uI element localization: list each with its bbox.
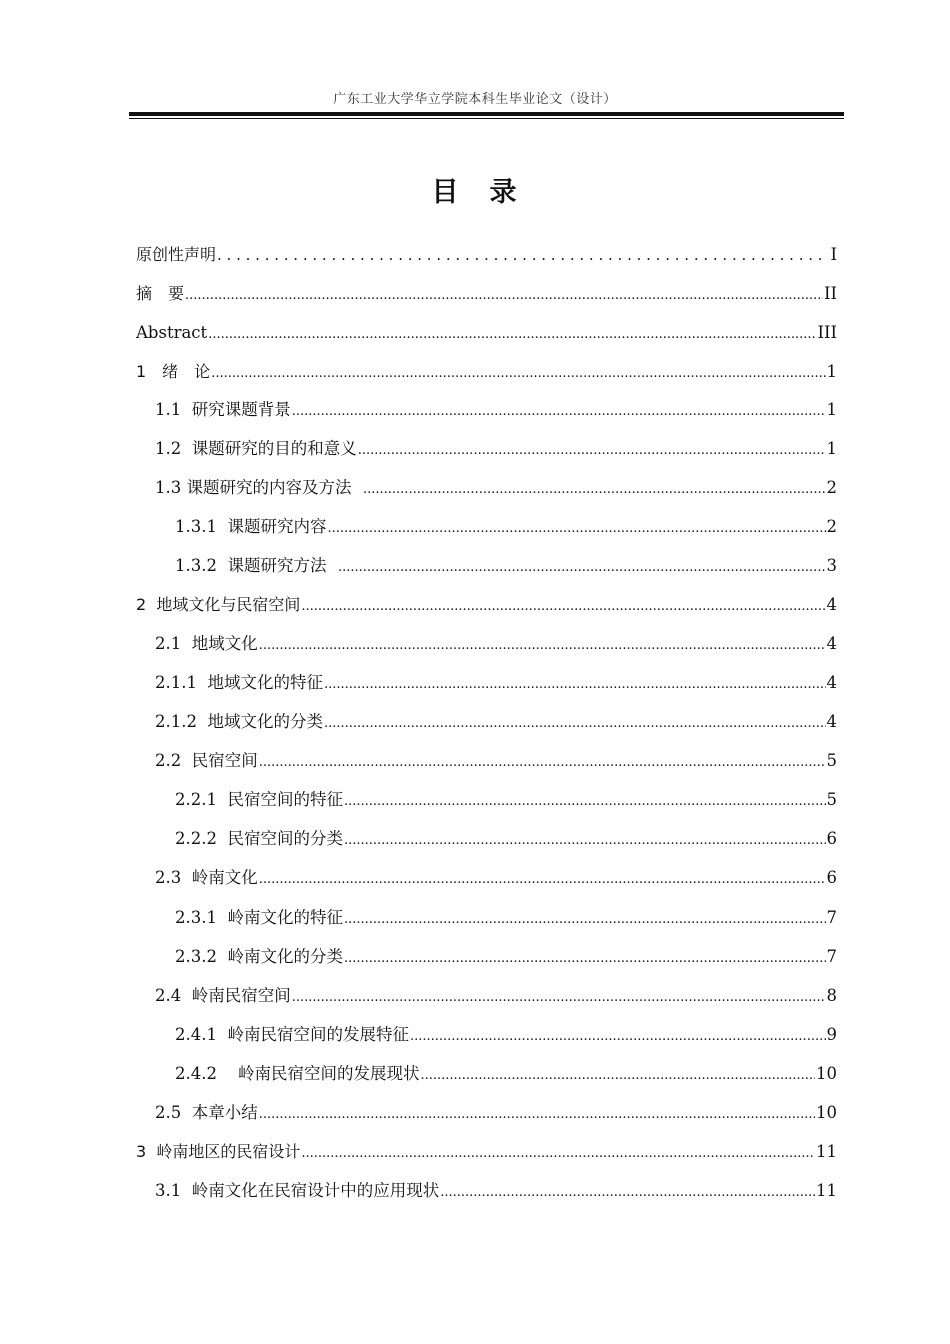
toc-entry-label: 1.2 课题研究的目的和意义 <box>155 439 357 458</box>
toc-entry-page: 8 <box>826 986 837 1005</box>
toc-dot-leader <box>259 868 826 892</box>
toc-dot-leader <box>344 790 826 814</box>
toc-dot-leader <box>420 1064 815 1088</box>
toc-entry-2-3-1[interactable] <box>175 906 837 930</box>
toc-entry-2-1-2[interactable] <box>155 710 837 734</box>
toc-entry-label: 2.3.2 岭南文化的分类 <box>175 947 343 966</box>
toc-entry-page: 6 <box>826 829 837 848</box>
toc-entry-page: 7 <box>826 908 837 927</box>
toc-entry-1-1[interactable] <box>155 398 837 422</box>
toc-dot-leader <box>208 323 816 347</box>
toc-entry-2-1-1[interactable] <box>155 671 837 695</box>
toc-entry-label: Abstract <box>136 323 208 342</box>
toc-entry-chapter-2[interactable] <box>136 593 837 617</box>
toc-entry-2-2[interactable] <box>155 749 837 773</box>
toc-entry-2-3[interactable] <box>155 866 837 890</box>
toc-entry-label: 2.1 地域文化 <box>155 634 258 653</box>
toc-entry-page: 6 <box>826 868 837 887</box>
toc-entry-2-3-2[interactable] <box>175 945 837 969</box>
toc-dot-leader <box>440 1181 815 1205</box>
toc-entry-label: 2.2.1 民宿空间的特征 <box>175 790 343 809</box>
toc-entry-page: 1 <box>826 439 837 458</box>
toc-entry-2-5[interactable] <box>155 1101 837 1125</box>
toc-entry-2-4-2[interactable] <box>175 1062 837 1086</box>
toc-dot-leader <box>363 478 826 502</box>
toc-entry-2-1[interactable] <box>155 632 837 656</box>
toc-entry-page: 3 <box>826 556 837 575</box>
toc-dot-leader <box>259 634 826 658</box>
toc-entry-label: 2 地域文化与民宿空间 <box>136 595 301 614</box>
toc-entry-label: 2.3.1 岭南文化的特征 <box>175 908 343 927</box>
toc-entry-page: 4 <box>826 595 837 614</box>
toc-entry-page: 5 <box>826 751 837 770</box>
toc-dot-leader <box>344 908 826 932</box>
toc-entry-label: 3.1 岭南文化在民宿设计中的应用现状 <box>155 1181 440 1200</box>
toc-entry-page: 11 <box>816 1181 837 1200</box>
toc-entry-page: 1 <box>826 362 837 381</box>
toc-dot-leader <box>259 1103 815 1127</box>
toc-entry-label: 2.1.1 地域文化的特征 <box>155 673 323 692</box>
toc-dot-leader <box>410 1025 826 1049</box>
toc-entry-1-3-2[interactable] <box>175 554 837 578</box>
toc-entry-abstract-en[interactable] <box>136 321 837 345</box>
toc-entry-label: 1.1 研究课题背景 <box>155 400 291 419</box>
toc-title: 目 录 <box>431 177 519 208</box>
toc-entry-abstract-cn[interactable] <box>136 282 837 306</box>
toc-dot-leader <box>185 284 823 308</box>
toc-entry-label: 2.4.1 岭南民宿空间的发展特征 <box>175 1025 409 1044</box>
toc-entry-label: 2.3 岭南文化 <box>155 868 258 887</box>
toc-dot-leader <box>358 439 826 463</box>
toc-entry-label: 2.2.2 民宿空间的分类 <box>175 829 343 848</box>
toc-dot-leader <box>338 556 826 580</box>
toc-entry-label: 摘 要 <box>136 284 185 303</box>
toc-entry-chapter-1[interactable] <box>136 360 837 384</box>
toc-entry-3-1[interactable] <box>155 1179 837 1203</box>
toc-entry-page: 4 <box>826 712 837 731</box>
toc-entry-page: III <box>817 323 837 342</box>
toc-dot-leader <box>211 362 825 386</box>
toc-entry-page: 5 <box>826 790 837 809</box>
toc-dot-leader <box>259 751 826 775</box>
toc-entry-page: 1 <box>826 400 837 419</box>
toc-entry-label: 原创性声明 <box>136 245 217 264</box>
toc-entry-page: 10 <box>816 1103 837 1122</box>
toc-entry-1-3[interactable] <box>155 476 837 500</box>
running-header: 广东工业大学华立学院本科生毕业论文（设计） <box>333 92 617 107</box>
toc-entry-page: 2 <box>826 478 837 497</box>
toc-entry-2-2-2[interactable] <box>175 827 837 851</box>
toc-entry-page: 4 <box>826 673 837 692</box>
toc-entry-page: 4 <box>826 634 837 653</box>
toc-entry-page: 9 <box>826 1025 837 1044</box>
toc-entry-label: 1.3.2 课题研究方法 <box>175 556 337 575</box>
toc-entry-page: 2 <box>826 517 837 536</box>
toc-entry-label: 2.4.2 岭南民宿空间的发展现状 <box>175 1064 420 1083</box>
toc-entry-label: 2.4 岭南民宿空间 <box>155 986 291 1005</box>
toc-dot-leader <box>217 243 829 267</box>
toc-entry-chapter-3[interactable] <box>136 1140 837 1164</box>
toc-dot-leader <box>324 673 826 697</box>
toc-dot-leader <box>327 517 825 541</box>
toc-dot-leader <box>344 829 826 853</box>
toc-entry-1-3-1[interactable] <box>175 515 837 539</box>
toc-entry-page: 10 <box>816 1064 837 1083</box>
toc-entry-2-2-1[interactable] <box>175 788 837 812</box>
toc-entry-label: 2.5 本章小结 <box>155 1103 258 1122</box>
toc-dot-leader <box>292 986 826 1010</box>
toc-entry-originality[interactable] <box>136 243 837 267</box>
toc-entry-label: 1 绪 论 <box>136 362 211 381</box>
toc-entry-label: 2.2 民宿空间 <box>155 751 258 770</box>
toc-entry-page: I <box>830 245 837 264</box>
toc-entry-1-2[interactable] <box>155 437 837 461</box>
toc-entry-page: II <box>823 284 837 303</box>
toc-entry-label: 1.3 课题研究的内容及方法 <box>155 478 362 497</box>
toc-entry-2-4[interactable] <box>155 984 837 1008</box>
toc-dot-leader <box>292 400 826 424</box>
toc-dot-leader <box>324 712 826 736</box>
toc-dot-leader <box>344 947 826 971</box>
toc-dot-leader <box>301 1142 815 1166</box>
toc-entry-label: 3 岭南地区的民宿设计 <box>136 1142 301 1161</box>
toc-entry-2-4-1[interactable] <box>175 1023 837 1047</box>
toc-entry-label: 2.1.2 地域文化的分类 <box>155 712 323 731</box>
toc-dot-leader <box>301 595 825 619</box>
toc-entry-page: 7 <box>826 947 837 966</box>
toc-entry-page: 11 <box>816 1142 837 1161</box>
toc-entry-label: 1.3.1 课题研究内容 <box>175 517 327 536</box>
